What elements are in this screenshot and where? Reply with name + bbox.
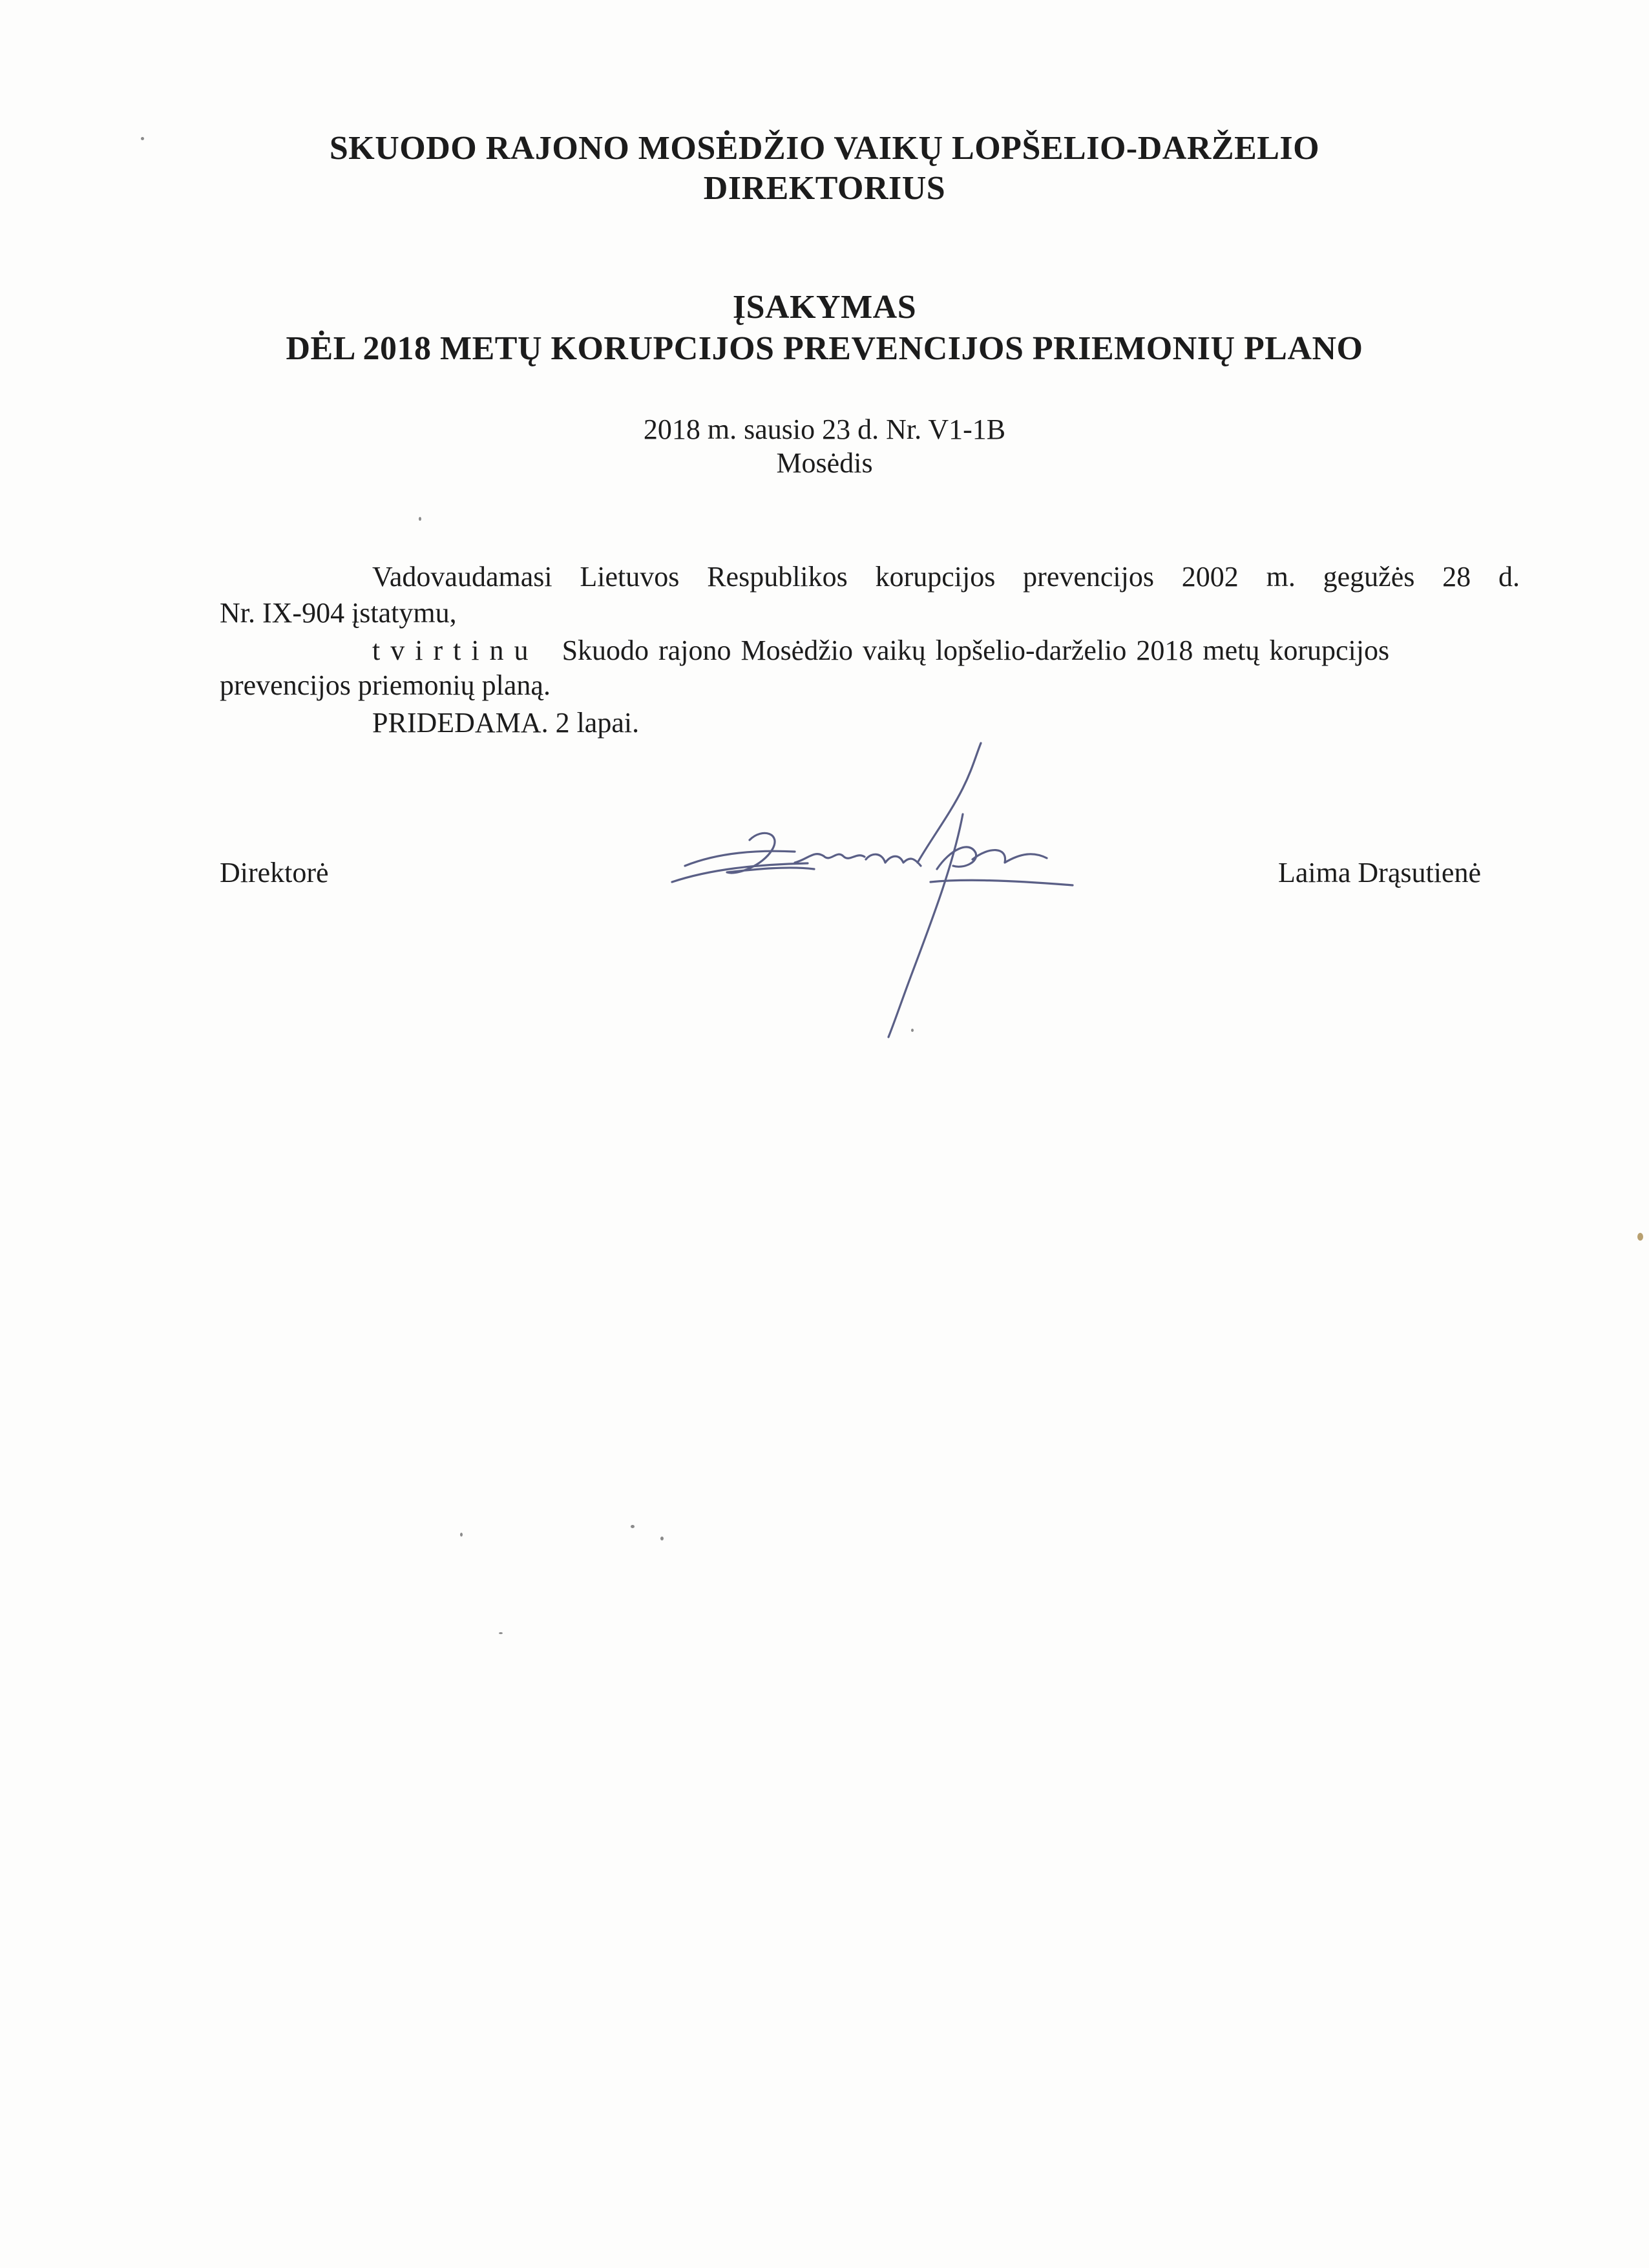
scan-speck (911, 1029, 914, 1032)
scan-speck (660, 1537, 664, 1540)
paragraph-2-line-2: prevencijos priemonių planą. (220, 669, 551, 701)
date-number: 2018 m. sausio 23 d. Nr. V1-1B (643, 414, 1006, 445)
paragraph-1-line-1: Vadovaudamasi Lietuvos Respublikos korupcijos prevencijos 2002 m. gegužės 28 d. (372, 561, 1520, 593)
scan-speck (1637, 1233, 1643, 1241)
paragraph-1-line-2: Nr. IX-904 įstatymu, (220, 597, 457, 629)
document-subject: DĖL 2018 METŲ KORUPCIJOS PREVENCIJOS PRIEMONIŲ PLANO (286, 330, 1363, 367)
scan-speck (419, 517, 421, 521)
institution-name-line1: SKUODO RAJONO MOSĖDŽIO VAIKŲ LOPŠELIO-DARŽELIO (329, 130, 1320, 167)
scan-speck (499, 1632, 503, 1634)
institution-name-line2: DIREKTORIUS (703, 170, 946, 207)
signatory-name: Laima Drąsutienė (1278, 857, 1481, 888)
place: Mosėdis (776, 447, 873, 479)
paragraph-2-line-1-rest: Skuodo rajono Mosėdžio vaikų lopšelio-darželio 2018 metų korupcijos (562, 635, 1390, 666)
scan-speck (631, 1525, 635, 1528)
document-type: ĮSAKYMAS (732, 289, 917, 326)
attachment-note: PRIDEDAMA. 2 lapai. (372, 707, 640, 739)
scan-speck (141, 137, 144, 140)
signatory-position: Direktorė (220, 857, 329, 888)
scan-speck (460, 1533, 463, 1537)
paragraph-2-line-1 (372, 635, 1389, 667)
approve-spaced-word: tvirtinu (372, 635, 539, 666)
handwritten-signature (659, 737, 1098, 1040)
